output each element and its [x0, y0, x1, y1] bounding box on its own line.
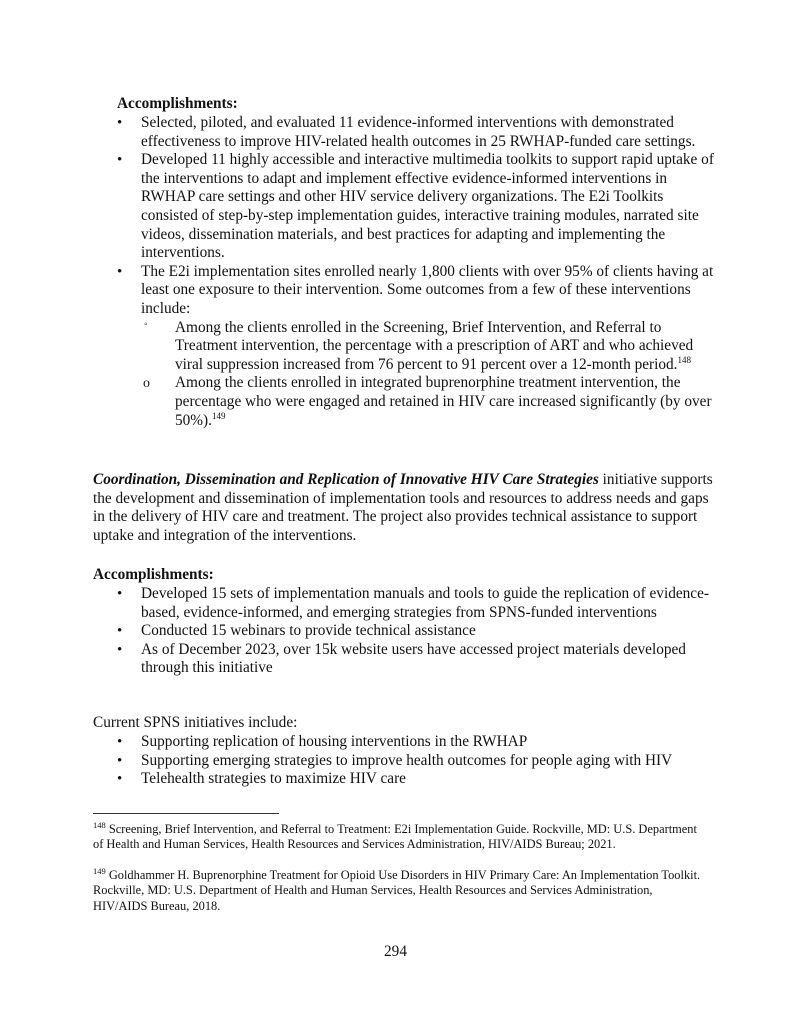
list-item-text: Supporting emerging strategies to improve health outcomes for people aging with HIV: [141, 751, 673, 769]
list-item-text: The E2i implementation sites enrolled nearly 1,800 clients with over 95% of clients having at least one exposure to their intervention. Some outcomes from a few of these interventions include:: [141, 262, 714, 317]
list-item: [117, 151, 717, 263]
list-item-text: Developed 11 highly accessible and interactive multimedia toolkits to support rapid uptake of the interventions to adapt and implement effective evidence-informed interventions in RWHAP care settings and other HIV service delivery organizations. The E2i Toolkits consisted of step-by-step implementation guides, interactive training modules, narrated site videos, dissemination materials, and best practices for adapting and implementing the interventions.: [141, 151, 714, 262]
footnote-149: [93, 865, 703, 914]
bullet-icon: •: [117, 152, 123, 169]
hollow-circle-bullet-icon: ◦: [144, 318, 148, 330]
footnote-number: 149: [93, 865, 106, 876]
footnote-text: Screening, Brief Intervention, and Referral to Treatment: E2i Implementation Guide. Rockville, MD: U.S. Department of Health and Human Services, Health Resources and Services Administration, HIV/AIDS Bureau; 2021.: [93, 822, 697, 852]
list-item: [117, 770, 717, 789]
footnote-number: 148: [93, 819, 106, 830]
hollow-circle-bullet-icon: o: [143, 376, 150, 392]
list-item-text: Telehealth strategies to maximize HIV care: [141, 770, 406, 788]
list-item-text: Selected, piloted, and evaluated 11 evidence-informed interventions with demonstrated effectiveness to improve HIV-related health outcomes in 25 RWHAP-funded care settings.: [141, 114, 696, 150]
sublist-item-text: Among the clients enrolled in the Screening, Brief Intervention, and Referral to Treatment intervention, the percentage with a prescription of ART and who achieved viral suppression increased from 76 percent to 91 percent over a 12-month period.: [175, 318, 694, 373]
list-item-text: As of December 2023, over 15k website users have accessed project materials developed through this initiative: [141, 640, 686, 677]
initiative-paragraph: [93, 471, 713, 545]
outcomes-sublist: [117, 319, 717, 431]
footnote-text: Goldhammer H. Buprenorphine Treatment for Opioid Use Disorders in HIV Primary Care: An Implementation Toolkit. Rockville, MD: U.S. Department of Health and Human Services, Health Resources and Services Administration, HIV/AIDS Bureau, 2018.: [93, 868, 701, 913]
bullet-icon: •: [117, 115, 123, 131]
bullet-icon: •: [117, 752, 123, 769]
list-item: [117, 114, 717, 151]
initiative-title: Coordination, Dissemination and Replication of Innovative HIV Care Strategies: [93, 471, 599, 488]
current-initiatives-intro: Current SPNS initiatives include:: [93, 714, 298, 731]
current-initiatives-list: [117, 733, 717, 789]
accomplishments-list-2: [117, 585, 717, 678]
list-item: [117, 263, 717, 430]
bullet-icon: •: [117, 623, 123, 640]
footnote-148: [93, 819, 703, 853]
bullet-icon: •: [117, 734, 123, 750]
list-item: [117, 752, 717, 771]
footnote-ref-149[interactable]: 149: [211, 410, 226, 421]
footnote-ref-148[interactable]: 148: [677, 354, 692, 365]
page-number: 294: [384, 943, 407, 960]
bullet-icon: •: [117, 263, 123, 280]
accomplishments-heading-1: Accomplishments:: [117, 95, 238, 112]
list-item: [117, 733, 717, 752]
bullet-icon: •: [117, 586, 123, 602]
list-item: [117, 641, 717, 678]
bullet-icon: •: [117, 641, 123, 658]
accomplishments-list-1: [117, 114, 717, 430]
footnote-separator: [93, 813, 279, 814]
list-item: [117, 585, 717, 622]
list-item-text: Conducted 15 webinars to provide technical assistance: [141, 622, 476, 640]
initiative-body: initiative supports the development and dissemination of implementation tools and resources to address needs and gaps in the delivery of HIV care and treatment. The project also provides technical assistance to support uptake and integration of the interventions.: [93, 471, 713, 544]
sublist-item: [141, 319, 717, 375]
sublist-item-text: Among the clients enrolled in integrated buprenorphine treatment intervention, the percentage who were engaged and retained in HIV care increased significantly (by over 50%).: [175, 374, 712, 429]
sublist-item: [141, 374, 717, 430]
list-item-text: Developed 15 sets of implementation manuals and tools to guide the replication of evidence-based, evidence-informed, and emerging strategies from SPNS-funded interventions: [141, 585, 709, 621]
list-item-text: Supporting replication of housing interventions in the RWHAP: [141, 733, 528, 750]
list-item: [117, 622, 717, 641]
accomplishments-heading-2: Accomplishments:: [93, 566, 214, 583]
bullet-icon: •: [117, 771, 123, 788]
